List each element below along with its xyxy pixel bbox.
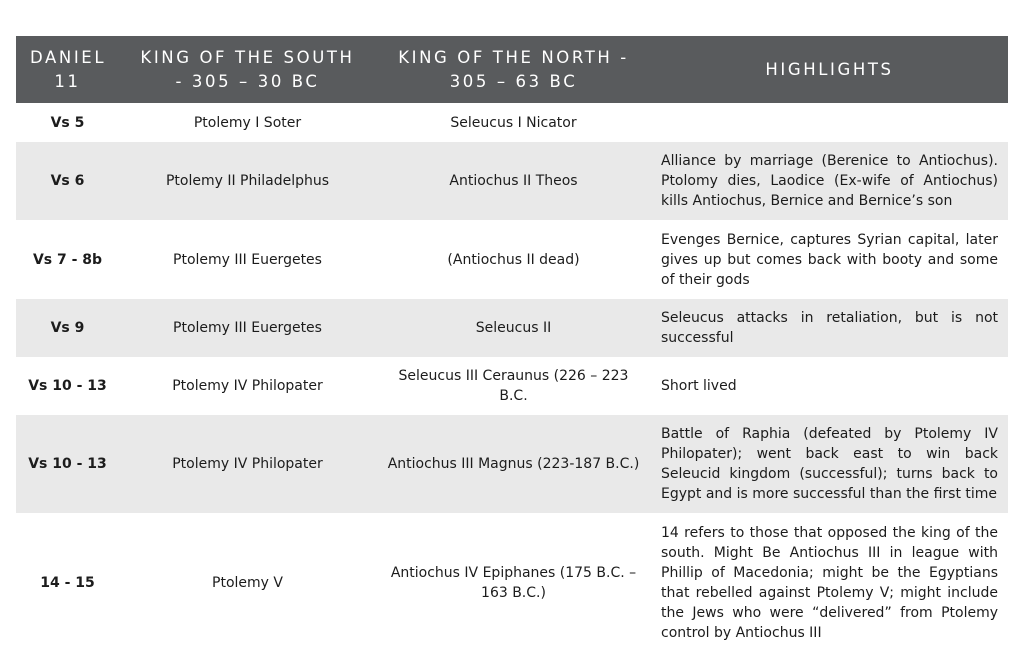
king-of-north-cell: Antiochus II Theos [376,142,651,220]
table-row [16,103,1008,142]
verse-cell: Vs 9 [16,299,119,357]
daniel-11-table [16,36,1008,653]
highlights-cell: Short lived [651,357,1008,415]
highlights-cell [651,103,1008,142]
king-of-north-cell: Seleucus I Nicator [376,103,651,142]
highlights-cell: Evenges Bernice, captures Syrian capital, later gives up but comes back with booty and some of their gods [651,220,1008,299]
header-king-of-the-north: KING OF THE NORTH - 305 – 63 BC [376,36,651,103]
table-row [16,142,1008,220]
verse-cell: Vs 10 - 13 [16,415,119,513]
highlights-cell: Battle of Raphia (defeated by Ptolemy IV Philopater); went back east to win back Seleucid kingdom (successful); turns back to Egypt and is more successful than the first time [651,415,1008,513]
king-of-south-cell: Ptolemy V [119,513,376,653]
king-of-south-cell: Ptolemy IV Philopater [119,415,376,513]
highlights-cell: 14 refers to those that opposed the king of the south. Might Be Antiochus III in league with Phillip of Macedonia; might be the Egyptians that rebelled against Ptolemy V; might include the Jews who were “delivered” from Ptolemy control by Antiochus III [651,513,1008,653]
king-of-north-cell: Seleucus III Ceraunus (226 – 223 B.C. [376,357,651,415]
king-of-north-cell: Antiochus IV Epiphanes (175 B.C. – 163 B.C.) [376,513,651,653]
table-row [16,299,1008,357]
header-row [16,36,1008,103]
table-row [16,357,1008,415]
king-of-north-cell: (Antiochus II dead) [376,220,651,299]
highlights-cell: Seleucus attacks in retaliation, but is not successful [651,299,1008,357]
verse-cell: Vs 10 - 13 [16,357,119,415]
king-of-south-cell: Ptolemy III Euergetes [119,299,376,357]
table-body [16,103,1008,653]
king-of-north-cell: Seleucus II [376,299,651,357]
table-row [16,415,1008,513]
table-header [16,36,1008,103]
header-highlights: HIGHLIGHTS [651,36,1008,103]
verse-cell: 14 - 15 [16,513,119,653]
table-row [16,513,1008,653]
king-of-north-cell: Antiochus III Magnus (223-187 B.C.) [376,415,651,513]
header-daniel: DANIEL 11 [16,36,119,103]
table-row [16,220,1008,299]
king-of-south-cell: Ptolemy III Euergetes [119,220,376,299]
king-of-south-cell: Ptolemy I Soter [119,103,376,142]
king-of-south-cell: Ptolemy II Philadelphus [119,142,376,220]
verse-cell: Vs 7 - 8b [16,220,119,299]
header-king-of-the-south: KING OF THE SOUTH - 305 – 30 BC [119,36,376,103]
highlights-cell: Alliance by marriage (Berenice to Antiochus). Ptolomy dies, Laodice (Ex-wife of Antiochus) kills Antiochus, Bernice and Bernice’s son [651,142,1008,220]
king-of-south-cell: Ptolemy IV Philopater [119,357,376,415]
verse-cell: Vs 6 [16,142,119,220]
verse-cell: Vs 5 [16,103,119,142]
